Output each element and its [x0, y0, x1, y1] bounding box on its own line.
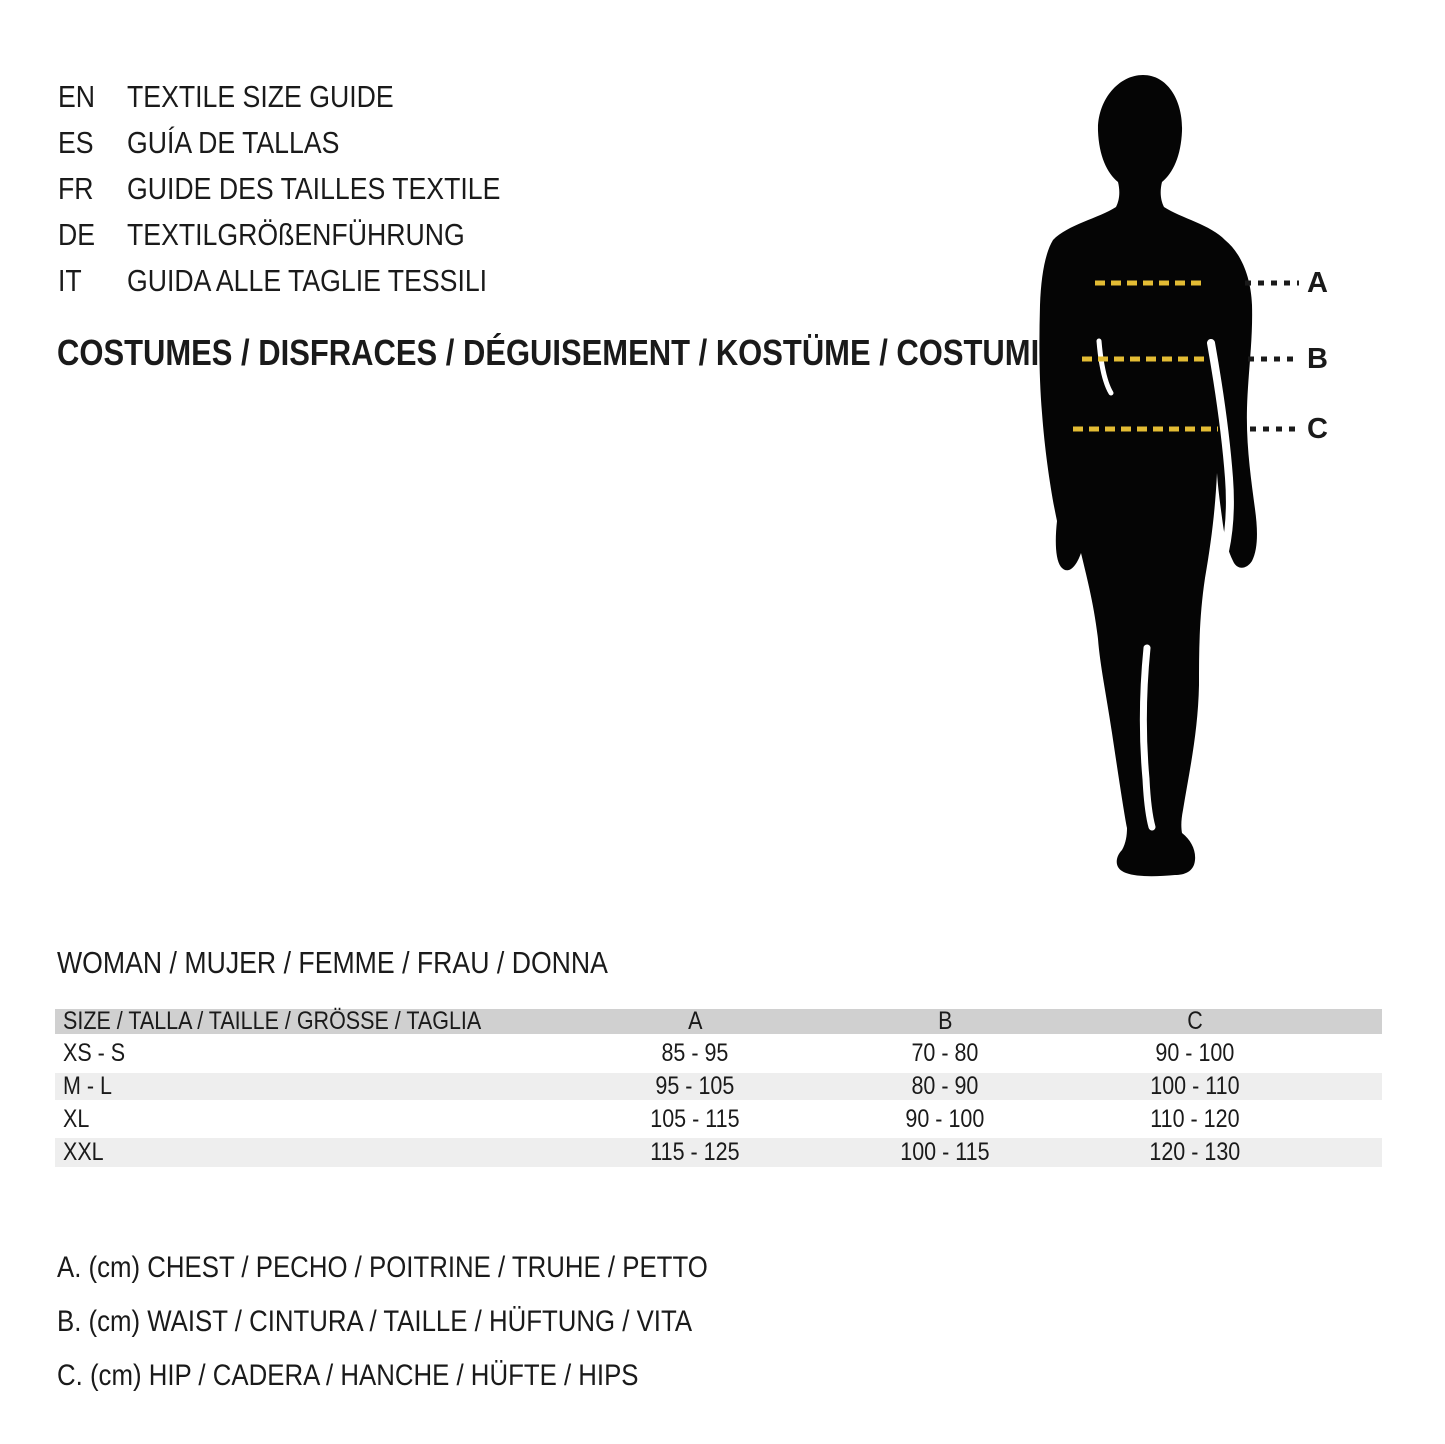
guide-title-de: TEXTILGRÖßENFÜHRUNG [127, 217, 465, 252]
size-cell: XL [63, 1104, 90, 1133]
hip-range-cell: 100 - 110 [1150, 1072, 1240, 1100]
waist-range-cell: 70 - 80 [911, 1039, 979, 1067]
size-cell: XXL [63, 1138, 104, 1166]
list-item [58, 74, 561, 120]
measure-label-a: A [1307, 267, 1328, 299]
chest-range-cell: 95 - 105 [655, 1072, 735, 1100]
list-item [58, 120, 561, 166]
woman-silhouette [1039, 75, 1257, 876]
language-guide-list [58, 74, 561, 304]
size-table [55, 1009, 1382, 1167]
measure-label-c: C [1307, 413, 1328, 445]
table-row [55, 1073, 1382, 1100]
legend-line-chest: A. (cm) CHEST / PECHO / POITRINE / TRUHE / PETTO [57, 1251, 708, 1284]
waist-range-cell: 90 - 100 [905, 1104, 985, 1133]
chest-range-cell: 115 - 125 [650, 1138, 740, 1166]
size-cell: M - L [63, 1072, 112, 1100]
chest-range-cell: 105 - 115 [650, 1104, 740, 1133]
legend-line-hip: C. (cm) HIP / CADERA / HANCHE / HÜFTE / HIPS [57, 1359, 639, 1392]
table-row [55, 1138, 1382, 1167]
guide-title-en: TEXTILE SIZE GUIDE [127, 79, 394, 114]
legend-line-waist: B. (cm) WAIST / CINTURA / TAILLE / HÜFTUNG / VITA [57, 1305, 693, 1338]
language-code: EN [58, 79, 96, 114]
waist-range-cell: 100 - 115 [900, 1138, 990, 1166]
size-cell: XS - S [63, 1039, 126, 1067]
guide-title-it: GUIDA ALLE TAGLIE TESSILI [127, 263, 488, 298]
woman-silhouette-figure [1015, 73, 1355, 883]
column-header-b: B [937, 1007, 953, 1035]
hip-range-cell: 110 - 120 [1150, 1104, 1240, 1133]
section-title-woman: WOMAN / MUJER / FEMME / FRAU / DONNA [57, 945, 608, 980]
list-item [58, 166, 561, 212]
hip-range-cell: 90 - 100 [1155, 1039, 1235, 1067]
language-code: ES [58, 125, 94, 160]
guide-title-fr: GUIDE DES TAILLES TEXTILE [127, 171, 501, 206]
woman-silhouette-svg [1015, 73, 1355, 883]
size-table-header-row [55, 1009, 1382, 1034]
table-row [55, 1034, 1382, 1073]
hip-range-cell: 120 - 130 [1149, 1138, 1241, 1166]
measurement-legend [57, 1241, 814, 1403]
language-code: DE [58, 217, 96, 252]
chest-range-cell: 85 - 95 [661, 1039, 729, 1067]
measure-label-b: B [1307, 343, 1328, 375]
language-code: FR [58, 171, 94, 206]
list-item [58, 212, 561, 258]
column-header-c: C [1187, 1007, 1203, 1035]
language-code: IT [58, 263, 82, 298]
list-item [58, 258, 561, 304]
waist-range-cell: 80 - 90 [911, 1072, 979, 1100]
category-title: COSTUMES / DISFRACES / DÉGUISEMENT / KOSTÜME / COSTUMI [57, 332, 1040, 373]
table-row [55, 1100, 1382, 1138]
column-header-a: A [687, 1007, 703, 1035]
guide-title-es: GUÍA DE TALLAS [127, 125, 340, 160]
size-column-header: SIZE / TALLA / TAILLE / GRÖSSE / TAGLIA [63, 1007, 482, 1035]
